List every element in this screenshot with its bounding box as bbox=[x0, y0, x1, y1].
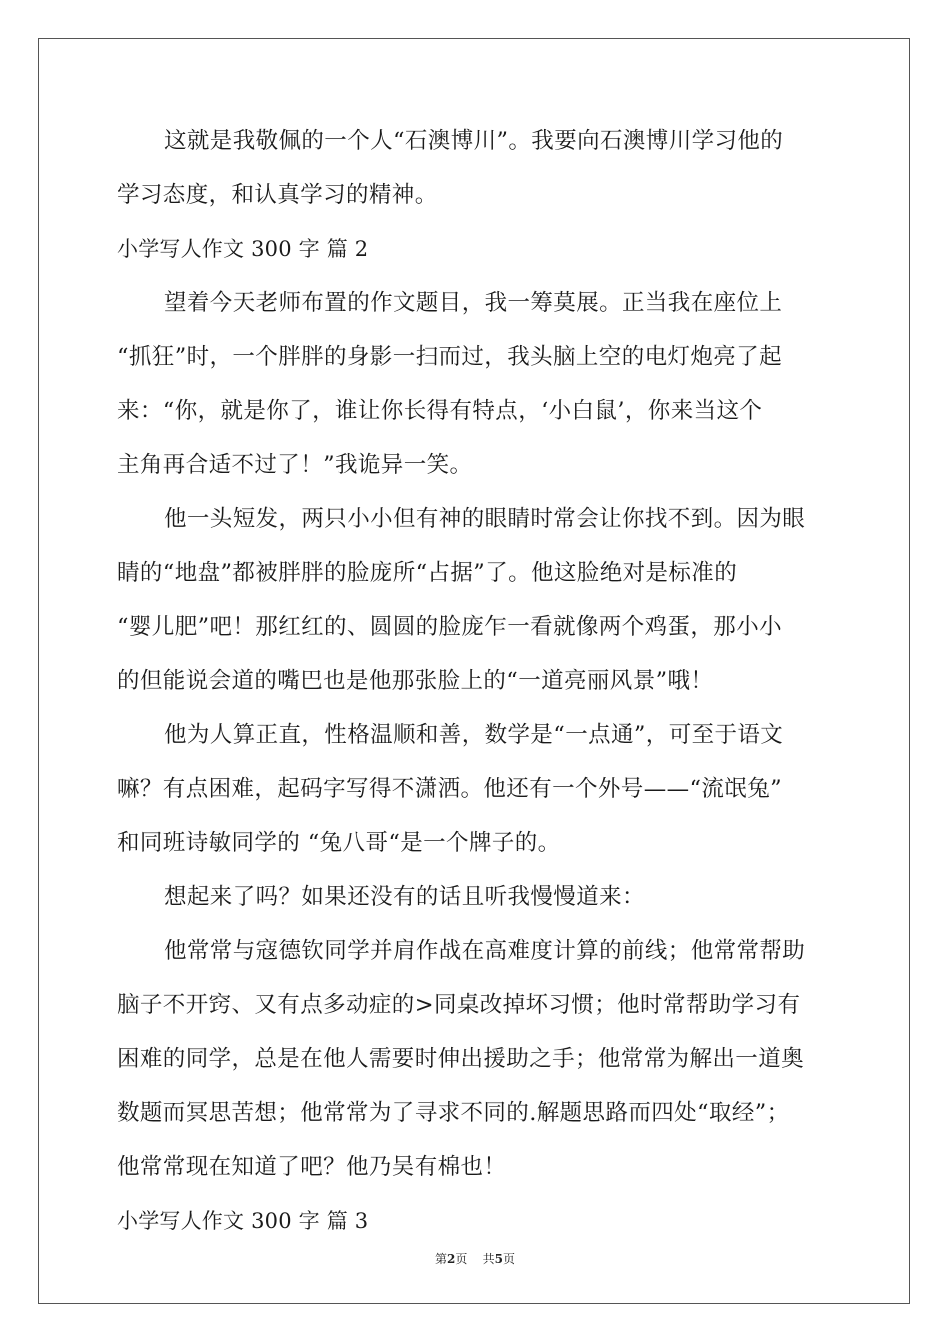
text-line: 想起来了吗？如果还没有的话且听我慢慢道来： bbox=[164, 884, 645, 910]
text-line: 的但能说会道的嘴巴也是他那张脸上的“一道亮丽风景”哦！ bbox=[117, 668, 714, 694]
page-footer bbox=[0, 1250, 950, 1267]
text-line: 这就是我敬佩的一个人“石澳博川”。我要向石澳博川学习他的 bbox=[164, 128, 784, 154]
text-line: 嘛？有点困难，起码字写得不潇洒。他还有一个外号——“流氓兔” bbox=[117, 776, 783, 802]
text-line: “婴儿肥”吧！那红红的、圆圆的脸庞乍一看就像两个鸡蛋，那小小 bbox=[117, 614, 783, 640]
text-line: “抓狂”时，一个胖胖的身影一扫而过，我头脑上空的电灯炮亮了起 bbox=[117, 344, 783, 370]
text-line: 学习态度，和认真学习的精神。 bbox=[117, 182, 438, 208]
text-line: 望着今天老师布置的作文题目，我一筹莫展。正当我在座位上 bbox=[164, 290, 783, 316]
section-heading: 小学写人作文 300 字 篇 2 bbox=[117, 237, 369, 261]
text-line: 困难的同学，总是在他人需要时伸出援助之手；他常常为解出一道奥 bbox=[117, 1046, 805, 1072]
section-heading: 小学写人作文 300 字 篇 3 bbox=[117, 1209, 369, 1233]
text-line: 来：“你，就是你了，谁让你长得有特点，‘小白鼠’，你来当这个 bbox=[117, 398, 763, 424]
text-line: 睛的“地盘”都被胖胖的脸庞所“占据”了。他这脸绝对是标准的 bbox=[117, 560, 738, 586]
text-line: 主角再合适不过了！”我诡异一笑。 bbox=[117, 452, 473, 478]
total-pages: 5 bbox=[494, 1252, 503, 1266]
text-line: 他常常现在知道了吧？他乃吴有棉也！ bbox=[117, 1154, 507, 1180]
page-number: 2 bbox=[446, 1252, 456, 1266]
total-prefix: 共 bbox=[482, 1252, 495, 1266]
page-suffix: 页 bbox=[455, 1252, 468, 1266]
text-line: 数题而冥思苦想；他常常为了寻求不同的.解题思路而四处“取经”； bbox=[117, 1100, 790, 1126]
text-line: 他常常与寇德钦同学并肩作战在高难度计算的前线；他常常帮助 bbox=[164, 938, 806, 964]
total-suffix: 页 bbox=[503, 1252, 516, 1266]
text-line: 他为人算正直，性格温顺和善，数学是“一点通”，可至于语文 bbox=[164, 722, 784, 748]
text-line: 和同班诗敏同学的 “兔八哥“是一个牌子的。 bbox=[117, 830, 561, 856]
page-prefix: 第 bbox=[434, 1252, 447, 1266]
text-line: 脑子不开窍、又有点多动症的>同桌改掉坏习惯；他时常帮助学习有 bbox=[117, 992, 801, 1018]
document-body bbox=[117, 128, 837, 1235]
text-line: 他一头短发，两只小小但有神的眼睛时常会让你找不到。因为眼 bbox=[164, 506, 806, 532]
